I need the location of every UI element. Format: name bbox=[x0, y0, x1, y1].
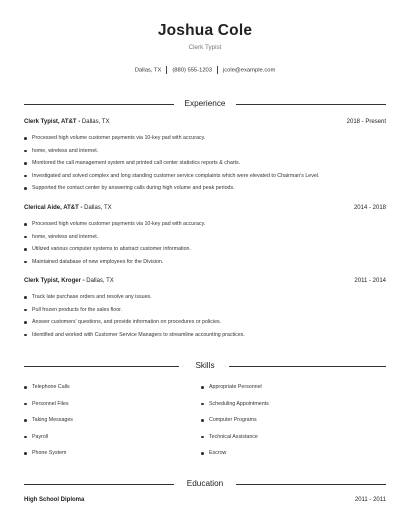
job-bullets bbox=[24, 294, 386, 338]
job-dates: 2018 - Present bbox=[346, 119, 386, 125]
contact-location: Dallas, TX bbox=[134, 67, 162, 74]
list-item: home, wireless and internet. bbox=[24, 148, 386, 155]
job-location: Dallas, TX bbox=[82, 205, 112, 211]
divider-line bbox=[229, 366, 386, 367]
divider-line bbox=[236, 104, 386, 105]
experience-title: Experience bbox=[184, 99, 226, 108]
list-item: Pull frozen products for the sales floor. bbox=[24, 307, 386, 314]
experience-header bbox=[24, 99, 386, 109]
list-item: Answer customers' questions, and provide information on procedures or policies. bbox=[24, 319, 386, 326]
skills-list-right bbox=[201, 384, 351, 467]
skill-item: Telephone Calls bbox=[24, 384, 174, 391]
job-dates: 2014 - 2018 bbox=[353, 205, 386, 211]
job-dates: 2011 - 2014 bbox=[354, 278, 386, 284]
skill-item: Phone System bbox=[24, 450, 174, 457]
contact-phone: (880) 555-1203 bbox=[172, 67, 212, 74]
contact-divider bbox=[217, 66, 218, 74]
skill-item: Payroll bbox=[24, 434, 174, 441]
skill-item: Computer Programs bbox=[201, 417, 351, 424]
list-item: Supported the contact center by answering calls during high volume and peak periods. bbox=[24, 185, 386, 192]
job-bullets bbox=[24, 221, 386, 265]
skill-item: Personnel Files bbox=[24, 401, 174, 408]
job-role: Clerical Aide, AT&T - bbox=[24, 205, 83, 211]
skill-item: Technical Assistance bbox=[201, 434, 351, 441]
list-item: Identified and worked with Customer Service Managers to streamline accounting practices. bbox=[24, 332, 386, 339]
education-dates: 2011 - 2011 bbox=[354, 497, 386, 503]
education-title: Education bbox=[186, 479, 224, 488]
job-role: Clerk Typist, Kroger - bbox=[24, 278, 85, 284]
contact-email[interactable]: jcole@example.com bbox=[223, 67, 276, 74]
job-title: Clerk Typist bbox=[188, 44, 222, 51]
job-location: Dallas, TX bbox=[84, 278, 114, 284]
job-entry bbox=[24, 119, 386, 198]
education-entry bbox=[24, 497, 386, 503]
job-header bbox=[24, 119, 386, 129]
job-bullets bbox=[24, 135, 386, 192]
job-header bbox=[24, 205, 386, 215]
list-item: Monitored the call management system and printed call center statistics reports & charts. bbox=[24, 160, 386, 167]
job-header bbox=[24, 278, 386, 288]
contact-line bbox=[0, 66, 410, 74]
list-item: home, wireless and internet. bbox=[24, 234, 386, 241]
skills-header bbox=[24, 361, 386, 371]
list-item: Maintained database of new employees for the Division. bbox=[24, 259, 386, 266]
skill-item: Taking Messages bbox=[24, 417, 174, 424]
list-item: Processed high volume customer payments via 10-key pad with accuracy. bbox=[24, 135, 386, 142]
skill-item: Appropriate Personnel bbox=[201, 384, 351, 391]
skill-item: Escrow bbox=[201, 450, 351, 457]
list-item: Utilized various computer systems to abstract customer information. bbox=[24, 246, 386, 253]
candidate-name: Joshua Cole bbox=[157, 22, 253, 39]
education-header bbox=[24, 479, 386, 489]
divider-line bbox=[236, 484, 386, 485]
contact-divider bbox=[166, 66, 167, 74]
education-degree: High School Diploma bbox=[24, 497, 85, 503]
job-entry bbox=[24, 278, 386, 344]
job-entry bbox=[24, 205, 386, 271]
job-role: Clerk Typist, AT&T - bbox=[24, 119, 81, 125]
skill-item: Scheduling Appointments bbox=[201, 401, 351, 408]
list-item: Track late purchase orders and resolve any issues. bbox=[24, 294, 386, 301]
skills-title: Skills bbox=[195, 361, 215, 370]
skills-list-left bbox=[24, 384, 174, 467]
job-location: Dallas, TX bbox=[80, 119, 110, 125]
list-item: Investigated and solved complex and long standing customer service complaints which were elevated to Chairman's Level. bbox=[24, 173, 386, 180]
list-item: Processed high volume customer payments via 10-key pad with accuracy. bbox=[24, 221, 386, 228]
